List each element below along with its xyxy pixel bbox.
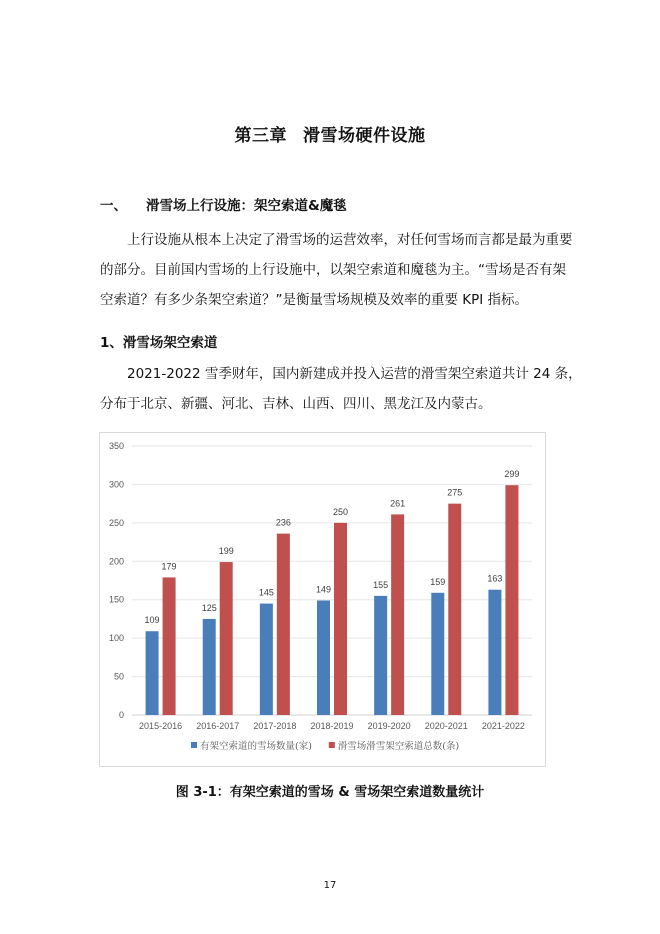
bar	[146, 631, 159, 715]
y-tick-label: 300	[108, 479, 124, 490]
bar	[163, 577, 176, 715]
data-label: 159	[430, 576, 446, 587]
data-label: 125	[201, 602, 217, 613]
data-label: 145	[258, 587, 274, 598]
chapter-number: 第三章	[234, 126, 287, 146]
paragraph-line: 分布于北京、新疆、河北、吉林、山西、四川、黑龙江及内蒙古。	[100, 396, 492, 412]
paragraph-line: 的部分。目前国内雪场的上行设施中，以架空索道和魔毯为主。“雪场是否有架	[100, 262, 566, 278]
paragraph-line: 上行设施从根本上决定了滑雪场的运营效率，对任何雪场而言都是最为重要	[127, 232, 573, 248]
y-tick-label: 50	[113, 671, 124, 682]
section-heading	[100, 194, 347, 214]
y-tick-label: 350	[108, 441, 124, 451]
bar	[374, 596, 387, 715]
chapter-title	[0, 121, 660, 146]
bar	[203, 619, 216, 715]
paragraph-cableways	[100, 359, 582, 419]
x-tick-label: 2020-2021	[424, 721, 468, 731]
data-label: 275	[447, 487, 463, 498]
bar	[220, 562, 233, 715]
y-tick-label: 250	[108, 517, 124, 528]
bar	[505, 485, 518, 715]
page-number: 17	[323, 880, 337, 891]
legend-swatch	[191, 742, 197, 748]
paragraph-line: 2021-2022 雪季财年，国内新建成并投入运营的滑雪架空索道共计 24 条，	[127, 366, 582, 382]
data-label: 179	[161, 561, 177, 572]
x-tick-label: 2019-2020	[367, 721, 411, 731]
bar	[277, 534, 290, 715]
data-label: 163	[487, 573, 503, 584]
data-label: 155	[373, 579, 389, 590]
bar	[317, 600, 330, 715]
chart-canvas	[100, 433, 545, 766]
data-label: 250	[332, 506, 349, 517]
y-tick-label: 0	[118, 710, 124, 720]
data-label: 299	[504, 469, 520, 480]
x-tick-label: 2016-2017	[196, 721, 240, 731]
bar	[488, 590, 501, 715]
section-title: 滑雪场上行设施：架空索道&魔毯	[146, 198, 347, 214]
paragraph-uplift-facilities	[100, 225, 573, 315]
data-label: 199	[218, 546, 234, 557]
x-tick-label: 2017-2018	[253, 721, 297, 731]
chapter-name: 滑雪场硬件设施	[303, 126, 426, 146]
section-number: 一、	[100, 198, 127, 214]
bar	[334, 523, 347, 715]
y-tick-label: 150	[108, 594, 124, 605]
y-tick-label: 200	[108, 556, 124, 567]
data-label: 149	[315, 584, 332, 595]
legend-swatch	[329, 742, 335, 748]
data-label: 236	[275, 517, 291, 528]
x-tick-label: 2021-2022	[481, 721, 525, 731]
data-label: 109	[144, 615, 160, 626]
x-tick-label: 2015-2016	[139, 721, 183, 731]
figure-caption: 图 3-1：有架空索道的雪场 & 雪场架空索道数量统计	[175, 785, 485, 800]
paragraph-line: 空索道？有多少条架空索道？”是衡量雪场规模及效率的重要 KPI 指标。	[100, 292, 529, 308]
bar-chart	[99, 432, 546, 767]
y-tick-label: 100	[108, 633, 124, 644]
legend-label: 滑雪场滑雪架空索道总数(条)	[337, 741, 460, 752]
bar	[448, 504, 461, 715]
legend-label: 有架空索道的雪场数量(家)	[200, 741, 312, 752]
bar	[391, 514, 404, 715]
bar	[260, 604, 273, 715]
data-label: 261	[390, 498, 406, 509]
subsection-heading: 1、滑雪场架空索道	[100, 335, 218, 351]
bar	[431, 593, 444, 715]
x-tick-label: 2018-2019	[310, 721, 354, 731]
